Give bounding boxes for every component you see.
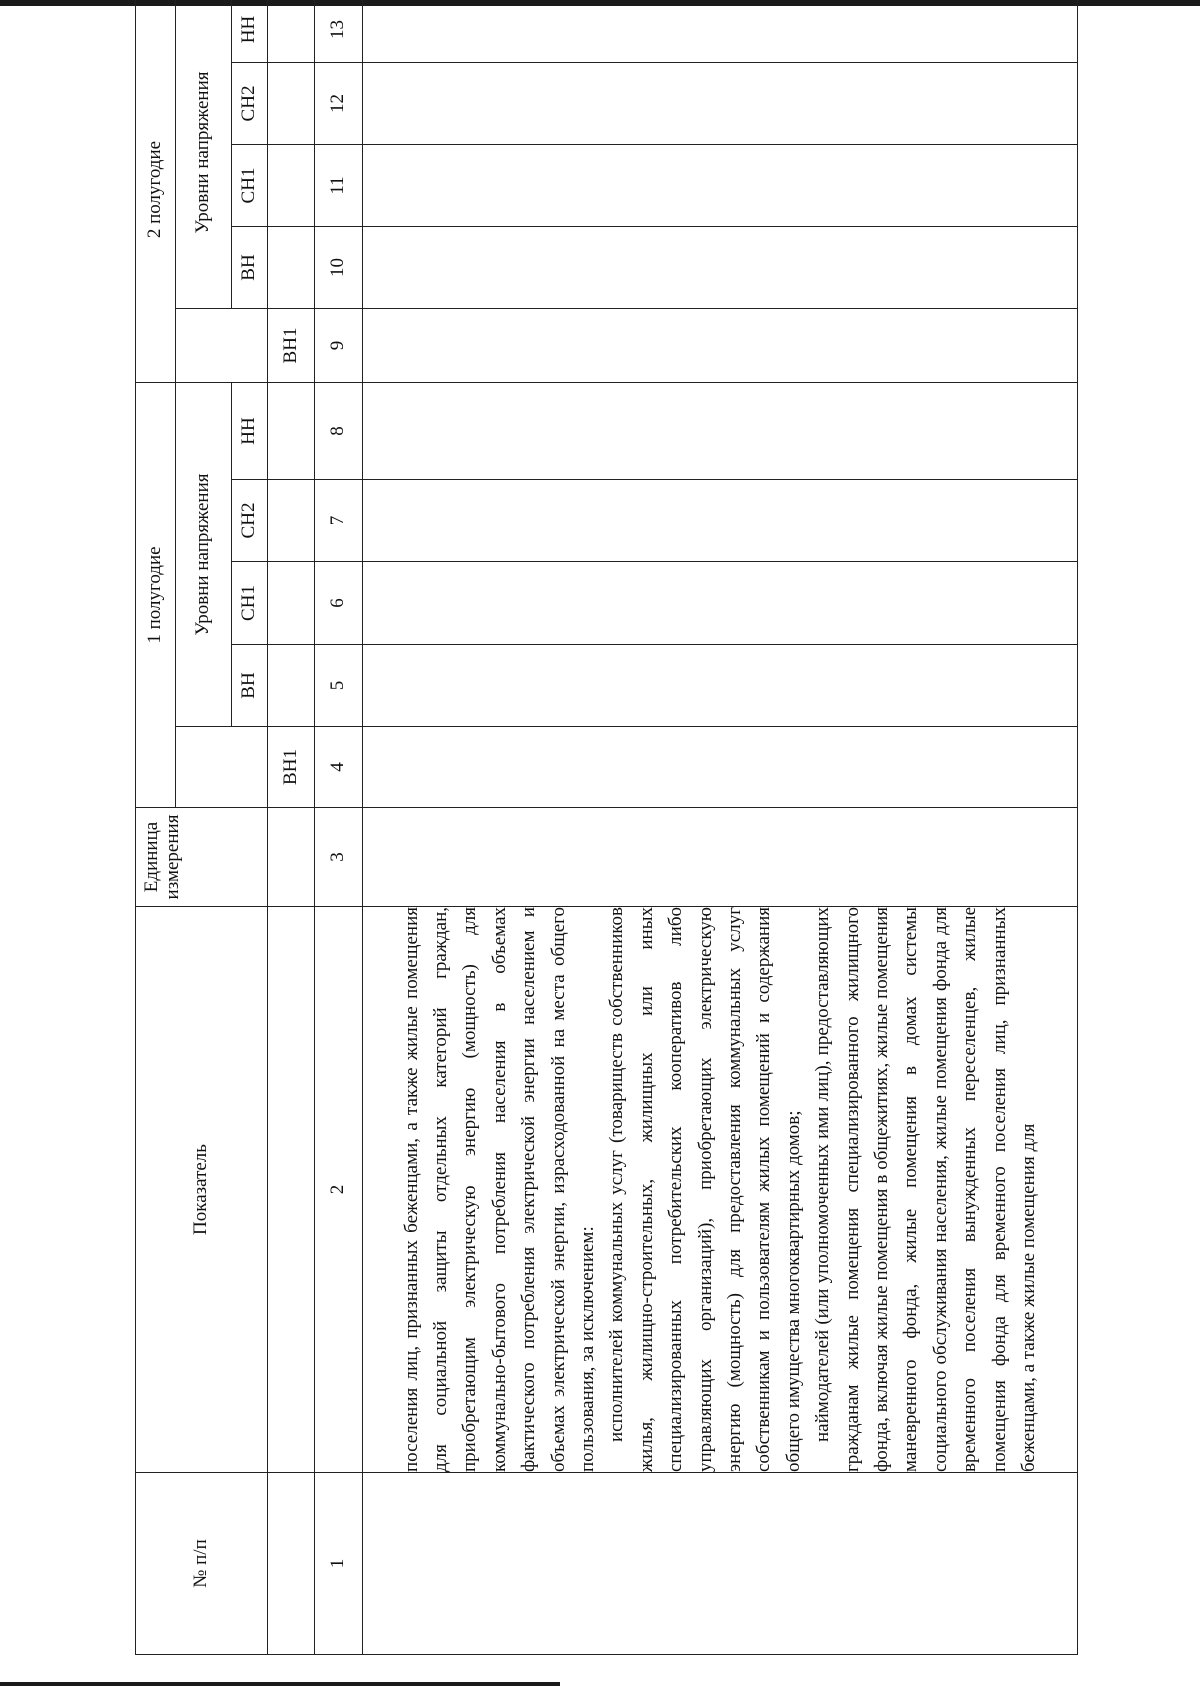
- value-cell: [363, 227, 1078, 309]
- indicator-paragraph-2: исполнителей коммунальных услуг (товариществ собственников жилья, жилищно-строительных, жилищных или иных специализированных потребительских кооперативов либо управляющих организаций), приобретающих электрическую энергию (мощность) для предоставления коммунальных услуг собственникам и пользователям жилых помещений и содержания общего имущества многоквартирных домов;: [606, 907, 804, 1472]
- column-number: 11: [315, 145, 363, 227]
- value-cell: [363, 727, 1078, 808]
- value-cell: [363, 383, 1078, 480]
- column-number: 1: [315, 1473, 363, 1655]
- level-cell: [268, 145, 315, 227]
- level-cell: НН: [232, 383, 268, 480]
- scan-bottom-edge: [0, 1682, 560, 1686]
- header-voltage-levels-2: Уровни напряжения: [176, 0, 232, 309]
- column-number: 5: [315, 645, 363, 727]
- column-number: 8: [315, 383, 363, 480]
- level-cell: ВН: [232, 227, 268, 309]
- indicator-paragraph-3: наймодателей (или уполномоченных ими лиц), предоставляющих гражданам жилые помещения специализированного жилищного фонда, включая жилые помещения в общежитиях, жилые помещения маневренного фонда, жилые помещения в домах системы социального обслуживания населения, жилые помещения фонда для временного поселения вынужденных переселенцев, жилые помещения фонда для временного поселения лиц, признанных беженцами, а также жилые помещения для: [812, 907, 1040, 1472]
- column-number: 9: [315, 309, 363, 383]
- row-number-cell: [363, 1473, 1078, 1655]
- header-indicator: Показатель: [136, 907, 268, 1473]
- level-cell: [268, 907, 315, 1473]
- level-cell: ВН1: [268, 727, 315, 808]
- indicator-text-cell: [363, 907, 1078, 1473]
- level-cell: [268, 808, 315, 907]
- level-cell: СН2: [232, 480, 268, 562]
- value-cell: [363, 63, 1078, 145]
- level-cell: СН2: [232, 63, 268, 145]
- column-number: 4: [315, 727, 363, 808]
- level-cell: [268, 383, 315, 480]
- header-voltage-levels-1: Уровни напряжения: [176, 383, 232, 727]
- column-number: 10: [315, 227, 363, 309]
- value-cell: [363, 645, 1078, 727]
- header-unit: Единица измерения: [136, 808, 268, 907]
- header-half2: 2 полугодие: [136, 0, 176, 383]
- level-cell: [268, 1473, 315, 1655]
- column-number: 12: [315, 63, 363, 145]
- value-cell: [363, 0, 1078, 63]
- unit-cell: [363, 808, 1078, 907]
- header-num: № п/п: [136, 1473, 268, 1655]
- level-cell: [268, 227, 315, 309]
- level-cell: НН: [232, 0, 268, 63]
- level-cell: [268, 562, 315, 645]
- indicator-paragraph-1: поселения лиц, признанных беженцами, а также жилые помещения для социальной защиты отдельных категорий граждан, приобретающим электрическую энергию (мощность) для коммунально-бытового потребления населения в объемах фактического потребления электрической энергии населением и объемах электрической энергии, израсходованной на места общего пользования, за исключением:: [400, 907, 598, 1472]
- column-number: 3: [315, 808, 363, 907]
- header-half1: 1 полугодие: [136, 383, 176, 808]
- level-cell: [268, 63, 315, 145]
- column-number: 13: [315, 0, 363, 63]
- value-cell: [363, 562, 1078, 645]
- value-cell: [363, 480, 1078, 562]
- level-cell: СН1: [232, 562, 268, 645]
- half1-level-spacer: [176, 727, 268, 808]
- column-number: 6: [315, 562, 363, 645]
- level-cell: [268, 0, 315, 63]
- value-cell: [363, 145, 1078, 227]
- level-cell: СН1: [232, 145, 268, 227]
- tariff-table: [135, 0, 1078, 1655]
- column-number: 2: [315, 907, 363, 1473]
- level-cell: [268, 645, 315, 727]
- value-cell: [363, 309, 1078, 383]
- level-cell: ВН1: [268, 309, 315, 383]
- column-number: 7: [315, 480, 363, 562]
- rotated-page: [135, 15, 1078, 1655]
- level-cell: [268, 480, 315, 562]
- level-cell: ВН: [232, 645, 268, 727]
- half2-level-spacer: [176, 309, 268, 383]
